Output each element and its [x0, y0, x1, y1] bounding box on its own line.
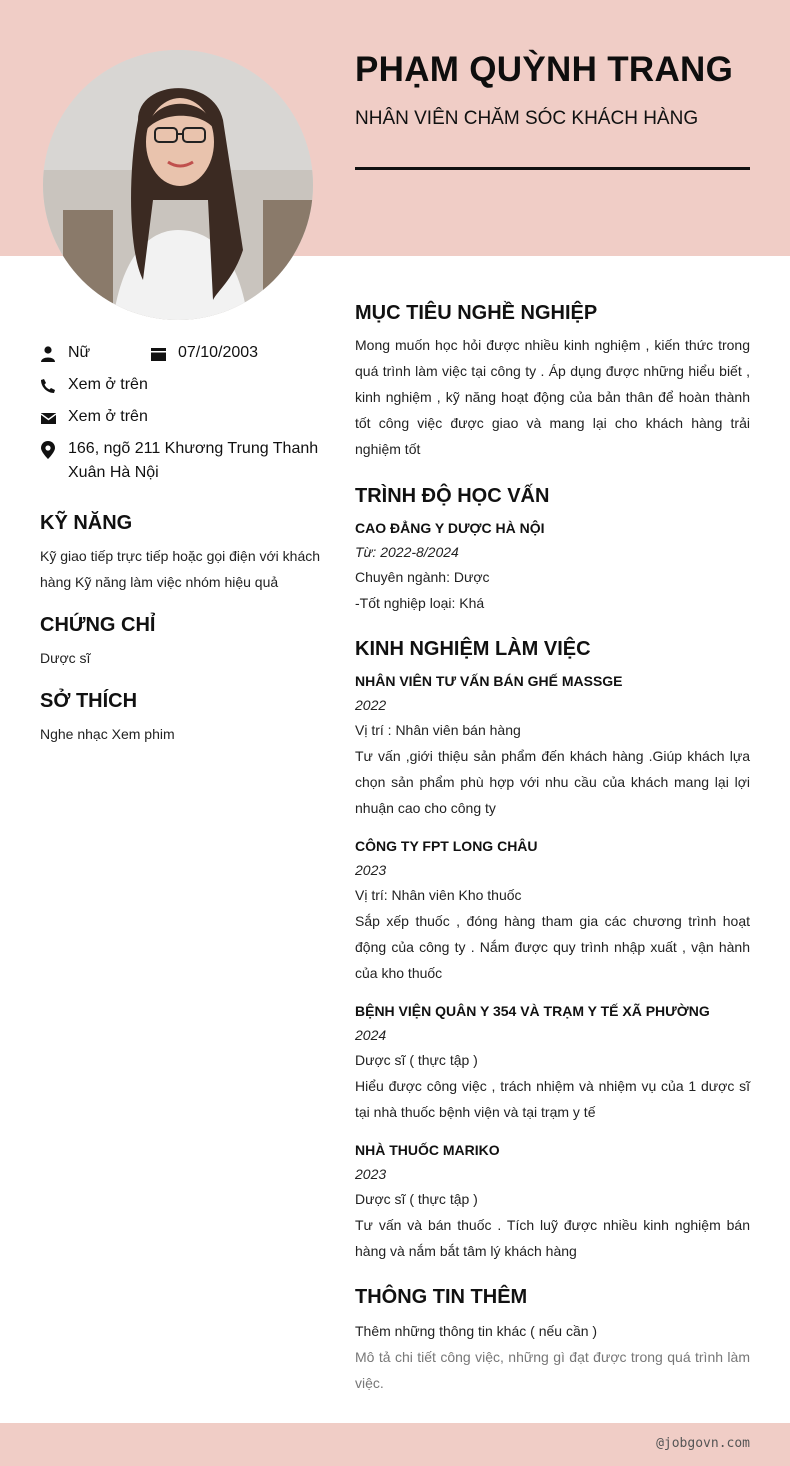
education-heading: TRÌNH ĐỘ HỌC VẤN [355, 485, 550, 507]
experience-position: Vị trí : Nhân viên bán hàng [355, 722, 521, 738]
experience-position: Dược sĩ ( thực tập ) [355, 1052, 478, 1068]
phone-icon [40, 378, 56, 394]
experience-year: 2024 [355, 1027, 387, 1043]
experience-item [355, 834, 750, 986]
job-title: NHÂN VIÊN CHĂM SÓC KHÁCH HÀNG [355, 108, 699, 129]
address-line-1: 166, ngõ 211 Khương Trung Thanh [68, 440, 319, 457]
hobbies-heading: SỞ THÍCH [40, 690, 138, 712]
experience-year: 2023 [355, 1166, 387, 1182]
skills-heading: KỸ NĂNG [40, 512, 133, 534]
experience-position: Vị trí: Nhân viên Kho thuốc [355, 887, 522, 903]
mail-icon [40, 410, 56, 426]
experience-year: 2023 [355, 862, 387, 878]
experience-company: NHÂN VIÊN TƯ VẤN BÁN GHẾ MASSGE [355, 673, 623, 689]
email-value: Xem ở trên [68, 408, 148, 425]
address-value [68, 437, 318, 485]
profile-photo-illustration [43, 50, 313, 320]
profile-photo [43, 50, 313, 320]
hobbies-text: Nghe nhạc Xem phim [40, 726, 175, 742]
certificates-heading: CHỨNG CHỈ [40, 614, 156, 636]
education-block [355, 516, 750, 616]
education-major: Chuyên ngành: Dược [355, 569, 490, 585]
education-period: Từ: 2022-8/2024 [355, 544, 459, 560]
additional-line: Thêm những thông tin khác ( nếu cần ) [355, 1323, 598, 1339]
experience-description: Tư vấn ,giới thiệu sản phẩm đến khách hàng .Giúp khách lựa chọn sản phẩm phù hợp với nhu cầu của khách mang lại lợi nhuận cao cho công ty [355, 748, 750, 816]
objective-heading: MỤC TIÊU NGHỀ NGHIỆP [355, 302, 598, 324]
address-row [40, 440, 318, 485]
footer-brand: @jobgovn.com [656, 1436, 750, 1451]
experience-item [355, 1138, 750, 1264]
additional-block [355, 1318, 750, 1396]
gender-row [40, 344, 90, 365]
experience-position: Dược sĩ ( thực tập ) [355, 1191, 478, 1207]
skills-text: Kỹ giao tiếp trực tiếp hoặc gọi điện với khách hàng Kỹ năng làm việc nhóm hiệu quả [40, 548, 321, 590]
education-school: CAO ĐẲNG Y DƯỢC HÀ NỘI [355, 520, 545, 536]
education-grade: -Tốt nghiệp loại: Khá [355, 595, 485, 611]
additional-hint: Mô tả chi tiết công việc, những gì đạt được trong quá trình làm việc. [355, 1349, 750, 1391]
experience-item [355, 669, 750, 821]
address-line-2: Xuân Hà Nội [68, 464, 159, 481]
phone-row [40, 376, 148, 397]
experience-description: Tư vấn và bán thuốc . Tích luỹ được nhiều kinh nghiệm bán hàng và nắm bắt tâm lý khách hàng [355, 1217, 750, 1259]
location-pin-icon [40, 442, 56, 458]
experience-company: CÔNG TY FPT LONG CHÂU [355, 838, 538, 854]
birthday-row [150, 344, 258, 365]
certificates-text: Dược sĩ [40, 650, 91, 666]
additional-heading: THÔNG TIN THÊM [355, 1286, 528, 1308]
candidate-name: PHẠM QUỲNH TRANG [355, 50, 734, 89]
gender-value: Nữ [68, 344, 91, 361]
email-row [40, 408, 148, 429]
calendar-icon [150, 346, 166, 362]
experience-company: NHÀ THUỐC MARIKO [355, 1142, 500, 1158]
title-divider [355, 167, 750, 170]
experience-description: Sắp xếp thuốc , đóng hàng tham gia các chương trình hoạt động của công ty . Nắm được quy trình nhập xuất , vận hành của kho thuốc [355, 913, 750, 981]
experience-heading: KINH NGHIỆM LÀM VIỆC [355, 638, 591, 660]
experience-company: BỆNH VIỆN QUÂN Y 354 VÀ TRẠM Y TẾ XÃ PHƯỜNG [355, 1003, 710, 1019]
birthday-value: 07/10/2003 [178, 344, 259, 361]
person-icon [40, 346, 56, 362]
experience-year: 2022 [355, 697, 387, 713]
phone-value: Xem ở trên [68, 376, 148, 393]
experience-description: Hiểu được công việc , trách nhiệm và nhiệm vụ của 1 dược sĩ tại nhà thuốc bệnh viện và tại trạm y tế [355, 1078, 750, 1120]
objective-text: Mong muốn học hỏi được nhiều kinh nghiệm , kiến thức trong quá trình làm việc tại công ty . Áp dụng được những hiểu biết , kinh nghiệm , kỹ năng hoạt động của bản thân để hoàn thành tốt công việc được giao và mang lại cho khách hàng trải nghiệm tốt [355, 337, 750, 457]
experience-item [355, 999, 750, 1125]
